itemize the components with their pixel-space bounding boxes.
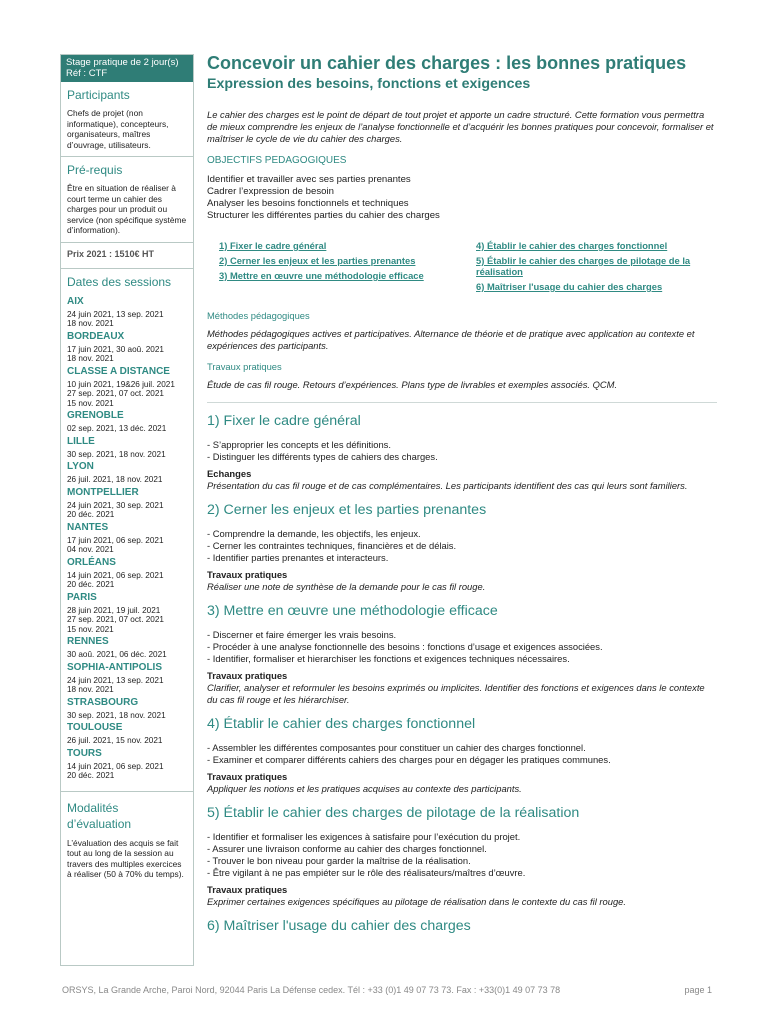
section-title: 2) Cerner les enjeux et les parties prenantes — [207, 502, 487, 518]
session-date-line: 18 nov. 2021 — [67, 319, 114, 328]
section-bullets — [207, 528, 717, 564]
session-date-line: 24 juin 2021, 30 sep. 2021 — [67, 500, 164, 510]
session-city: BORDEAUX — [67, 330, 125, 342]
program-section — [207, 502, 717, 593]
bullet-item: - Assurer une livraison conforme au cahier des charges fonctionnel. — [207, 843, 487, 854]
program-section — [207, 603, 717, 706]
sessions-section — [61, 268, 193, 791]
program-section — [207, 918, 717, 935]
program-section — [207, 413, 717, 492]
session-dates — [61, 604, 193, 635]
section-title: 3) Mettre en œuvre une méthodologie efficace — [207, 603, 498, 619]
session-city: STRASBOURG — [67, 696, 139, 708]
toc-link[interactable]: 1) Fixer le cadre général — [219, 240, 327, 251]
section-bullets — [207, 742, 717, 766]
course-reference: Réf : CTF — [66, 68, 108, 79]
section-activity-label: Travaux pratiques — [207, 884, 288, 895]
section-divider — [207, 402, 717, 403]
session-date-line: 20 déc. 2021 — [67, 510, 115, 519]
bullet-item: - Assembler les différentes composantes pour constituer un cahier des charges fonctionnel. — [207, 742, 586, 753]
section-title: 4) Établir le cahier des charges fonctionnel — [207, 716, 476, 732]
session-date-line: 10 juin 2021, 19&26 juil. 2021 — [67, 379, 175, 389]
session-dates — [61, 448, 193, 460]
program-section — [207, 716, 717, 795]
page-title: Concevoir un cahier des charges : les bonnes pratiques — [207, 53, 687, 73]
session-city: NANTES — [67, 521, 109, 533]
section-activity-text: Clarifier, analyser et reformuler les besoins exprimés ou implicites. Identifier des fonctions et exigences dans le contexte du cas fil rouge et les hiérarchiser. — [207, 682, 705, 705]
sessions-list — [61, 289, 193, 791]
bullet-item: - Trouver le bon niveau pour garder la maîtrise de la réalisation. — [207, 855, 471, 866]
session-date-line: 28 juin 2021, 19 juil. 2021 — [67, 605, 161, 615]
session-city: PARIS — [67, 591, 97, 603]
section-activity-label: Travaux pratiques — [207, 771, 288, 782]
program-section — [207, 805, 717, 908]
session-dates — [61, 674, 193, 695]
session-city: RENNES — [67, 636, 109, 647]
section-bullets — [207, 439, 717, 463]
session-date-line: 27 sep. 2021, 07 oct. 2021 — [67, 615, 164, 624]
bullet-item: - Identifier, formaliser et hierarchiser les fonctions et exigences techniques nécessaires. — [207, 653, 570, 664]
toc-right-column — [474, 240, 717, 296]
session-dates — [61, 308, 193, 329]
toc-left-column — [219, 240, 474, 296]
section-title: 5) Établir le cahier des charges de pilotage de la réalisation — [207, 805, 580, 821]
session-dates — [61, 343, 193, 364]
session-date-line: 30 sep. 2021, 18 nov. 2021 — [67, 710, 166, 720]
price-section — [61, 242, 193, 268]
bullet-item: - S’approprier les concepts et les définitions. — [207, 439, 391, 450]
prerequisites-section — [61, 156, 193, 242]
objective-item: Analyser les besoins fonctionnels et techniques — [207, 198, 409, 209]
session-city: AIX — [67, 295, 84, 307]
bullet-item: - Identifier parties prenantes et interacteurs. — [207, 552, 389, 563]
session-date-line: 20 déc. 2021 — [67, 580, 115, 589]
session-date-line: 14 juin 2021, 06 sep. 2021 — [67, 761, 164, 771]
prerequisites-text: Être en situation de réaliser à court terme un cahier des charges pour un produit ou service (non spécifique système d’information). — [67, 183, 187, 235]
session-date-line: 02 sep. 2021, 13 déc. 2021 — [67, 424, 167, 433]
section-title: 1) Fixer le cadre général — [207, 413, 361, 429]
session-dates — [61, 499, 193, 520]
section-activity-label: Travaux pratiques — [207, 569, 288, 580]
bullet-item: - Être vigilant à ne pas empiéter sur le rôle des réalisateurs/maîtres d’œuvre. — [207, 867, 526, 878]
practical-title: Travaux pratiques — [207, 361, 282, 372]
evaluation-title — [61, 792, 193, 832]
participants-section — [61, 82, 193, 156]
toc-link[interactable]: 4) Établir le cahier des charges fonctionnel — [476, 240, 668, 251]
toc-link[interactable]: 6) Maîtriser l'usage du cahier des charges — [476, 281, 663, 292]
bullet-item: - Cerner les contraintes techniques, financières et de délais. — [207, 540, 457, 551]
session-date-line: 30 aoû. 2021, 06 déc. 2021 — [67, 650, 167, 659]
session-city: CLASSE A DISTANCE — [67, 365, 170, 377]
main-content — [207, 52, 717, 935]
table-of-contents — [207, 240, 717, 296]
session-date-line: 18 nov. 2021 — [67, 685, 114, 694]
session-date-line: 26 juil. 2021, 18 nov. 2021 — [67, 475, 163, 484]
course-duration: Stage pratique de 2 jour(s) — [66, 57, 179, 68]
session-date-line: 24 juin 2021, 13 sep. 2021 — [67, 309, 164, 319]
session-dates — [61, 734, 193, 746]
session-city: TOURS — [67, 747, 102, 759]
toc-link[interactable]: 5) Établir le cahier des charges de pilotage de la réalisation — [476, 255, 691, 277]
session-dates — [61, 648, 193, 660]
bullet-item: - Examiner et comparer différents cahiers des charges pour en dégager les pratiques communes. — [207, 754, 611, 765]
session-dates — [61, 378, 193, 409]
bullet-item: - Identifier et formaliser les exigences à satisfaire pour l’exécution du projet. — [207, 831, 521, 842]
session-date-line: 15 nov. 2021 — [67, 398, 114, 408]
session-date-line: 17 juin 2021, 30 aoû. 2021 — [67, 344, 164, 354]
session-date-line: 14 juin 2021, 06 sep. 2021 — [67, 570, 164, 580]
session-dates — [61, 709, 193, 721]
session-date-line: 20 déc. 2021 — [67, 771, 115, 780]
participants-title: Participants — [67, 88, 130, 102]
session-city: LYON — [67, 461, 94, 472]
session-date-line: 26 juil. 2021, 15 nov. 2021 — [67, 736, 163, 745]
session-date-line: 30 sep. 2021, 18 nov. 2021 — [67, 449, 166, 459]
evaluation-section — [61, 791, 193, 886]
evaluation-title-line: Modalités — [67, 800, 119, 815]
section-activity-label: Travaux pratiques — [207, 670, 288, 681]
session-city: LILLE — [67, 435, 95, 447]
methods-text: Méthodes pédagogiques actives et participatives. Alternance de théorie et de pratique avec application au contexte et expériences des participants. — [207, 328, 695, 351]
section-bullets — [207, 831, 717, 879]
session-city: ORLÉANS — [67, 556, 116, 568]
practical-text: Étude de cas fil rouge. Retours d’expériences. Plans type de livrables et exemples associés. QCM. — [207, 379, 618, 390]
objective-item: Structurer les différentes parties du cahier des charges — [207, 210, 440, 221]
bullet-item: - Comprendre la demande, les objectifs, les enjeux. — [207, 528, 421, 539]
page-footer — [62, 985, 712, 995]
sessions-title: Dates des sessions — [67, 274, 172, 289]
objective-item: Cadrer l’expression de besoin — [207, 186, 334, 197]
course-info-header — [61, 55, 193, 82]
intro-paragraph: Le cahier des charges est le point de départ de tout projet et apporte un cadre structuré. Cette formation vous permettra de mieux comprendre les enjeux de l’analyse fonctionnelle et d’acquérir les bonnes pratiques pour concevoir, formaliser et maîtriser le cycle de vie du cahier des charges. — [207, 109, 714, 144]
footer-address: ORSYS, La Grande Arche, Paroi Nord, 92044 Paris La Défense cedex. Tél : +33 (0)1 49 07 73 73. Fax : +33(0)1 49 07 73 78 — [62, 985, 561, 995]
session-date-line: 04 nov. 2021 — [67, 545, 114, 554]
session-date-line: 27 sep. 2021, 07 oct. 2021 — [67, 389, 164, 398]
session-dates — [61, 534, 193, 555]
objectives-list — [207, 174, 717, 222]
session-city: SOPHIA-ANTIPOLIS — [67, 661, 163, 673]
toc-link[interactable]: 2) Cerner les enjeux et les parties prenantes — [219, 255, 416, 266]
session-city: MONTPELLIER — [67, 486, 139, 498]
session-date-line: 18 nov. 2021 — [67, 354, 114, 363]
bullet-item: - Discerner et faire émerger les vrais besoins. — [207, 629, 397, 640]
bullet-item: - Distinguer les différents types de cahiers des charges. — [207, 451, 438, 462]
evaluation-title-line: d’évaluation — [67, 816, 132, 831]
methods-title: Méthodes pédagogiques — [207, 310, 310, 321]
section-bullets — [207, 629, 717, 665]
section-activity-text: Appliquer les notions et les pratiques acquises au contexte des participants. — [207, 783, 522, 794]
sidebar — [60, 54, 194, 966]
session-dates — [61, 473, 193, 485]
prerequisites-title: Pré-requis — [67, 163, 123, 177]
session-city: TOULOUSE — [67, 722, 123, 733]
toc-link[interactable]: 3) Mettre en œuvre une méthodologie efficace — [219, 270, 424, 281]
page-subtitle: Expression des besoins, fonctions et exigences — [207, 76, 531, 92]
section-activity-text: Exprimer certaines exigences spécifiques au pilotage de réalisation dans le contexte du cas fil rouge. — [207, 896, 626, 907]
objectives-title: OBJECTIFS PEDAGOGIQUES — [207, 155, 347, 166]
evaluation-text: L’évaluation des acquis se fait tout au long de la session au travers des multiples exercices à réaliser (50 à 70% du temps). — [67, 837, 184, 879]
section-activity-text: Présentation du cas fil rouge et de cas complémentaires. Les participants identifient des cas qui leurs sont familiers. — [207, 480, 688, 491]
session-dates — [61, 422, 193, 434]
objective-item: Identifier et travailler avec ses parties prenantes — [207, 174, 411, 185]
session-date-line: 24 juin 2021, 13 sep. 2021 — [67, 675, 164, 685]
session-city: GRENOBLE — [67, 410, 124, 421]
session-dates — [61, 569, 193, 590]
section-title: 6) Maîtriser l'usage du cahier des charges — [207, 918, 471, 934]
program-sections — [207, 402, 717, 935]
section-activity-text: Réaliser une note de synthèse de la demande pour le cas fil rouge. — [207, 581, 486, 592]
bullet-item: - Procéder à une analyse fonctionnelle des besoins : fonctions d’usage et exigences associées. — [207, 641, 603, 652]
section-activity-label: Echanges — [207, 468, 252, 479]
session-date-line: 17 juin 2021, 06 sep. 2021 — [67, 535, 164, 545]
session-date-line: 15 nov. 2021 — [67, 624, 114, 634]
participants-text: Chefs de projet (non informatique), concepteurs, organisateurs, maîtres d’ouvrage, utilisateurs. — [67, 108, 169, 150]
page-number: page 1 — [684, 985, 712, 995]
price: Prix 2021 : 1510€ HT — [67, 248, 155, 259]
session-dates — [61, 760, 193, 781]
